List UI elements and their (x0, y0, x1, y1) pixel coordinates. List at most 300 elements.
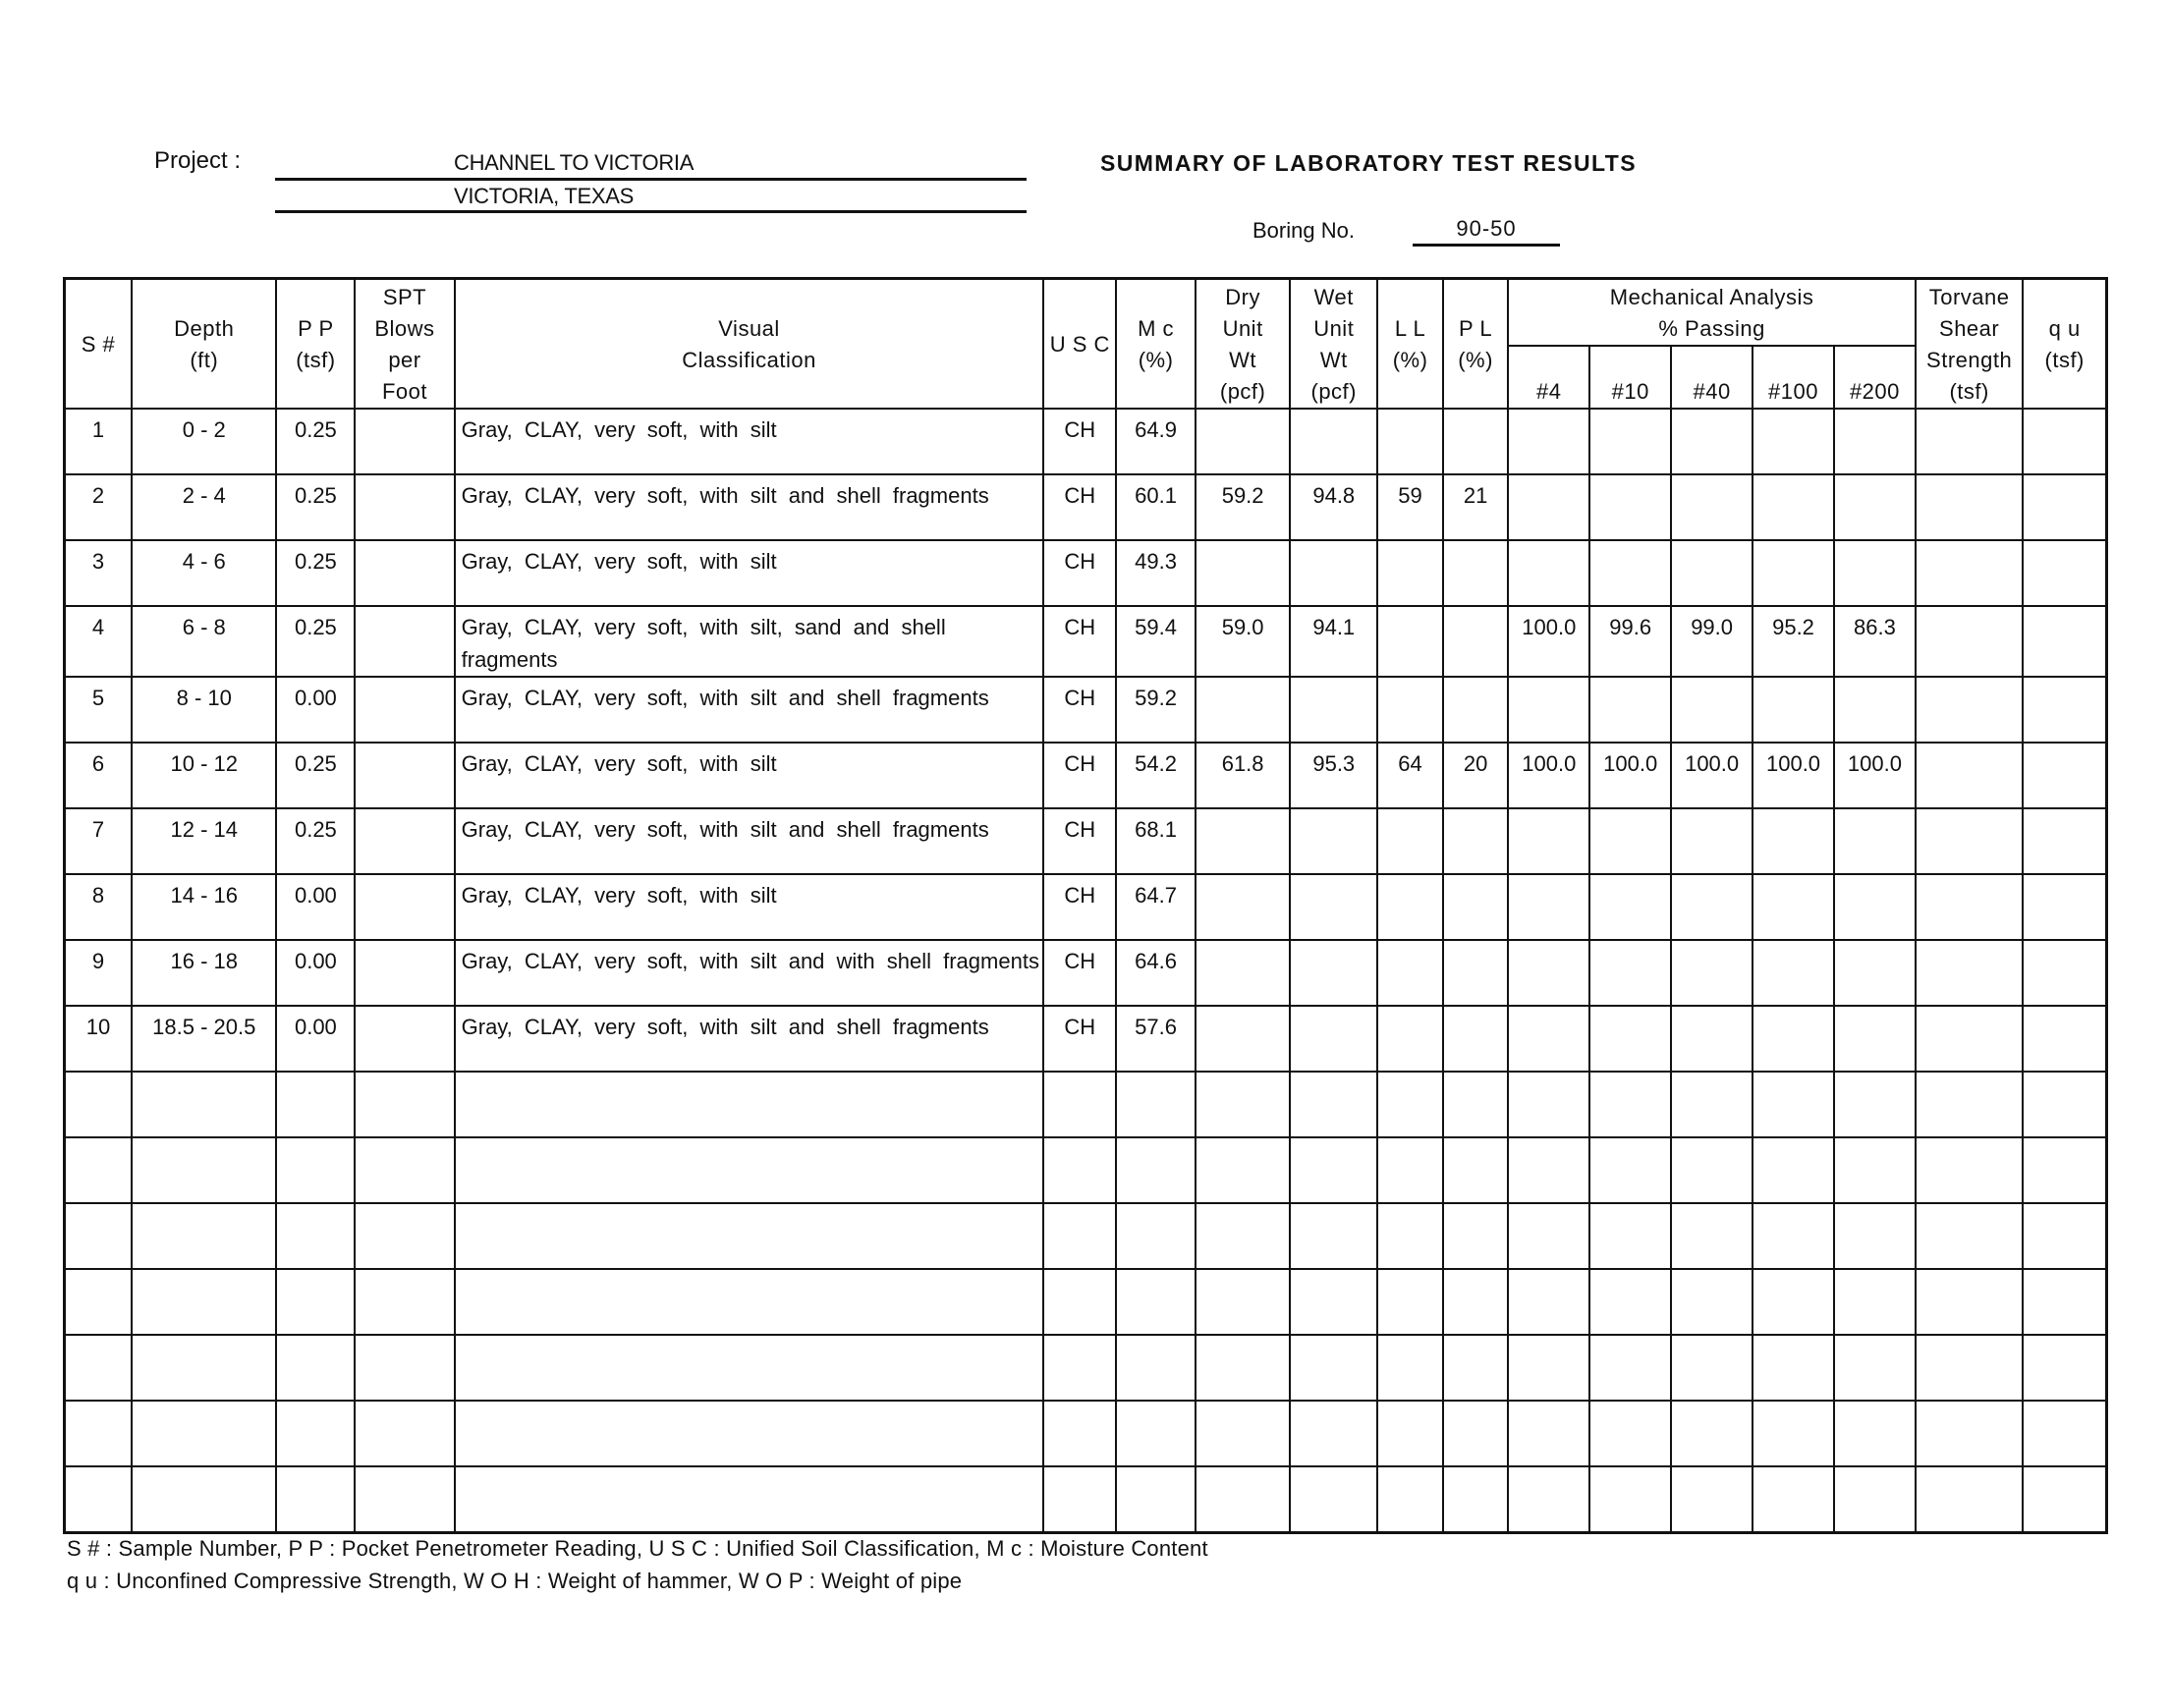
cell-wet: 94.8 (1290, 474, 1377, 540)
cell-qu (2023, 743, 2106, 808)
footnote-1: S # : Sample Number, P P : Pocket Penetrometer Reading, U S C : Unified Soil Classification, M c : Moisture Content (67, 1536, 1208, 1561)
header-spt: SPT Blows per Foot (355, 279, 454, 410)
empty-cell (1671, 1203, 1753, 1269)
cell-ll (1377, 409, 1443, 474)
empty-cell (65, 1203, 133, 1269)
cell-s100 (1753, 540, 1834, 606)
empty-cell (1290, 1137, 1377, 1203)
cell-depth: 8 - 10 (132, 677, 276, 743)
empty-cell (455, 1203, 1044, 1269)
empty-cell (1753, 1203, 1834, 1269)
cell-s200 (1834, 474, 1916, 540)
lab-results-table (63, 277, 2108, 1534)
project-line-2 (275, 185, 1027, 213)
empty-cell (1377, 1072, 1443, 1137)
cell-s4 (1508, 1006, 1589, 1072)
cell-s10 (1589, 677, 1671, 743)
header-wet-unit-wt: Wet Unit Wt (pcf) (1290, 279, 1377, 410)
empty-cell (1377, 1335, 1443, 1401)
empty-cell (2023, 1137, 2106, 1203)
cell-ll: 64 (1377, 743, 1443, 808)
cell-s10 (1589, 1006, 1671, 1072)
cell-tv (1916, 677, 2024, 743)
cell-pp: 0.00 (276, 874, 355, 940)
empty-cell (1508, 1269, 1589, 1335)
cell-s100 (1753, 677, 1834, 743)
cell-s10 (1589, 940, 1671, 1006)
cell-mc: 64.9 (1116, 409, 1196, 474)
empty-cell (1589, 1203, 1671, 1269)
cell-s: 3 (65, 540, 133, 606)
empty-cell (276, 1466, 355, 1532)
empty-cell (1443, 1335, 1509, 1401)
cell-s200 (1834, 677, 1916, 743)
cell-pp: 0.25 (276, 540, 355, 606)
empty-cell (1916, 1466, 2024, 1532)
empty-cell (355, 1137, 454, 1203)
cell-s: 8 (65, 874, 133, 940)
cell-s10 (1589, 540, 1671, 606)
empty-cell (65, 1335, 133, 1401)
cell-qu (2023, 409, 2106, 474)
cell-tv (1916, 540, 2024, 606)
cell-spt (355, 409, 454, 474)
cell-pl (1443, 940, 1509, 1006)
cell-depth: 10 - 12 (132, 743, 276, 808)
empty-cell (2023, 1466, 2106, 1532)
cell-pp: 0.25 (276, 743, 355, 808)
project-location: VICTORIA, TEXAS (454, 184, 634, 208)
cell-s40 (1671, 540, 1753, 606)
empty-cell (132, 1072, 276, 1137)
cell-ll (1377, 808, 1443, 874)
header-s-no: S # (65, 279, 133, 410)
empty-cell (1916, 1269, 2024, 1335)
cell-qu (2023, 606, 2106, 677)
empty-cell (1043, 1335, 1116, 1401)
empty-cell (1443, 1269, 1509, 1335)
cell-ll (1377, 874, 1443, 940)
empty-cell (1043, 1137, 1116, 1203)
empty-cell (1043, 1269, 1116, 1335)
empty-cell (355, 1401, 454, 1466)
cell-spt (355, 677, 454, 743)
cell-dry (1196, 940, 1290, 1006)
empty-cell (455, 1466, 1044, 1532)
empty-cell (1443, 1466, 1509, 1532)
empty-cell (1916, 1203, 2024, 1269)
cell-depth: 4 - 6 (132, 540, 276, 606)
cell-wet (1290, 874, 1377, 940)
cell-cls: Gray, CLAY, very soft, with silt and with shell fragments (455, 940, 1044, 1006)
header-pl: P L (%) (1443, 279, 1509, 410)
cell-pp: 0.25 (276, 409, 355, 474)
cell-pp: 0.00 (276, 677, 355, 743)
cell-dry: 59.0 (1196, 606, 1290, 677)
empty-cell (455, 1072, 1044, 1137)
empty-cell (1443, 1401, 1509, 1466)
empty-cell (1834, 1401, 1916, 1466)
empty-cell (1116, 1203, 1196, 1269)
cell-cls: Gray, CLAY, very soft, with silt (455, 409, 1044, 474)
cell-depth: 2 - 4 (132, 474, 276, 540)
cell-cls: Gray, CLAY, very soft, with silt and shell fragments (455, 1006, 1044, 1072)
cell-cls: Gray, CLAY, very soft, with silt and shell fragments (455, 677, 1044, 743)
empty-cell (1753, 1466, 1834, 1532)
cell-s4 (1508, 940, 1589, 1006)
cell-pp: 0.00 (276, 940, 355, 1006)
cell-s40 (1671, 940, 1753, 1006)
header-sieve-40: #40 (1671, 346, 1753, 409)
empty-cell (1834, 1072, 1916, 1137)
empty-cell (1916, 1401, 2024, 1466)
cell-wet (1290, 808, 1377, 874)
cell-pp: 0.25 (276, 474, 355, 540)
empty-cell (355, 1203, 454, 1269)
boring-number: 90-50 (1413, 216, 1560, 247)
cell-dry: 59.2 (1196, 474, 1290, 540)
cell-mc: 49.3 (1116, 540, 1196, 606)
cell-spt (355, 940, 454, 1006)
cell-s200 (1834, 1006, 1916, 1072)
empty-row (65, 1203, 2107, 1269)
empty-cell (1443, 1137, 1509, 1203)
cell-wet (1290, 540, 1377, 606)
cell-mc: 60.1 (1116, 474, 1196, 540)
empty-cell (1443, 1203, 1509, 1269)
empty-cell (1671, 1466, 1753, 1532)
cell-s: 6 (65, 743, 133, 808)
cell-pp: 0.25 (276, 606, 355, 677)
empty-cell (2023, 1335, 2106, 1401)
empty-cell (1043, 1401, 1116, 1466)
empty-cell (1377, 1269, 1443, 1335)
cell-s10: 99.6 (1589, 606, 1671, 677)
empty-row (65, 1137, 2107, 1203)
cell-s10 (1589, 874, 1671, 940)
cell-pl (1443, 874, 1509, 940)
empty-cell (1589, 1335, 1671, 1401)
cell-s: 1 (65, 409, 133, 474)
empty-cell (1753, 1137, 1834, 1203)
empty-cell (65, 1072, 133, 1137)
empty-cell (1043, 1203, 1116, 1269)
empty-cell (1377, 1466, 1443, 1532)
cell-pl (1443, 677, 1509, 743)
cell-cls: Gray, CLAY, very soft, with silt (455, 743, 1044, 808)
cell-pl: 21 (1443, 474, 1509, 540)
empty-cell (355, 1335, 454, 1401)
empty-cell (1196, 1269, 1290, 1335)
cell-mc: 64.6 (1116, 940, 1196, 1006)
empty-cell (1671, 1335, 1753, 1401)
cell-spt (355, 1006, 454, 1072)
cell-s200 (1834, 808, 1916, 874)
cell-qu (2023, 808, 2106, 874)
cell-s200: 86.3 (1834, 606, 1916, 677)
cell-s40 (1671, 874, 1753, 940)
cell-s: 2 (65, 474, 133, 540)
empty-cell (132, 1137, 276, 1203)
empty-cell (276, 1269, 355, 1335)
empty-cell (1589, 1072, 1671, 1137)
cell-s4 (1508, 409, 1589, 474)
cell-ll (1377, 1006, 1443, 1072)
table-row (65, 808, 2107, 874)
cell-depth: 6 - 8 (132, 606, 276, 677)
cell-mc: 59.4 (1116, 606, 1196, 677)
cell-pl (1443, 606, 1509, 677)
empty-cell (1834, 1269, 1916, 1335)
empty-cell (1116, 1466, 1196, 1532)
cell-ll (1377, 677, 1443, 743)
cell-pl (1443, 540, 1509, 606)
cell-tv (1916, 606, 2024, 677)
cell-ll (1377, 606, 1443, 677)
empty-cell (132, 1466, 276, 1532)
empty-cell (1196, 1335, 1290, 1401)
header-sieve-10: #10 (1589, 346, 1671, 409)
cell-mc: 64.7 (1116, 874, 1196, 940)
project-name: CHANNEL TO VICTORIA (454, 150, 695, 175)
empty-cell (65, 1466, 133, 1532)
empty-cell (276, 1072, 355, 1137)
header-sieve-4: #4 (1508, 346, 1589, 409)
empty-row (65, 1269, 2107, 1335)
empty-cell (1043, 1466, 1116, 1532)
empty-cell (65, 1269, 133, 1335)
cell-s100: 100.0 (1753, 743, 1834, 808)
table-row (65, 409, 2107, 474)
cell-s4 (1508, 540, 1589, 606)
cell-s: 4 (65, 606, 133, 677)
empty-cell (1753, 1401, 1834, 1466)
empty-cell (65, 1401, 133, 1466)
cell-ll: 59 (1377, 474, 1443, 540)
header-usc: U S C (1043, 279, 1116, 410)
empty-cell (1916, 1335, 2024, 1401)
empty-cell (355, 1072, 454, 1137)
cell-depth: 18.5 - 20.5 (132, 1006, 276, 1072)
cell-qu (2023, 540, 2106, 606)
cell-dry (1196, 808, 1290, 874)
empty-cell (1443, 1072, 1509, 1137)
cell-wet: 95.3 (1290, 743, 1377, 808)
cell-usc: CH (1043, 940, 1116, 1006)
cell-usc: CH (1043, 409, 1116, 474)
cell-dry (1196, 540, 1290, 606)
empty-cell (1290, 1203, 1377, 1269)
cell-s40: 99.0 (1671, 606, 1753, 677)
cell-tv (1916, 940, 2024, 1006)
header-dry-unit-wt: Dry Unit Wt (pcf) (1196, 279, 1290, 410)
cell-cls: Gray, CLAY, very soft, with silt (455, 874, 1044, 940)
empty-cell (1834, 1466, 1916, 1532)
cell-mc: 68.1 (1116, 808, 1196, 874)
cell-s4: 100.0 (1508, 743, 1589, 808)
cell-s200 (1834, 540, 1916, 606)
cell-s: 5 (65, 677, 133, 743)
empty-cell (1116, 1137, 1196, 1203)
header-sieve-200: #200 (1834, 346, 1916, 409)
cell-pl: 20 (1443, 743, 1509, 808)
empty-cell (1377, 1401, 1443, 1466)
empty-cell (1377, 1137, 1443, 1203)
cell-tv (1916, 808, 2024, 874)
empty-cell (1377, 1203, 1443, 1269)
header-mechanical-analysis: Mechanical Analysis % Passing (1508, 279, 1916, 347)
table-body (65, 409, 2107, 1532)
table-row (65, 677, 2107, 743)
table-row (65, 743, 2107, 808)
cell-tv (1916, 874, 2024, 940)
header-depth: Depth (ft) (132, 279, 276, 410)
cell-s200: 100.0 (1834, 743, 1916, 808)
header-pp: P P (tsf) (276, 279, 355, 410)
cell-s100: 95.2 (1753, 606, 1834, 677)
cell-s100 (1753, 808, 1834, 874)
empty-cell (132, 1203, 276, 1269)
cell-s200 (1834, 409, 1916, 474)
header-mc: M c (%) (1116, 279, 1196, 410)
empty-cell (2023, 1072, 2106, 1137)
cell-wet (1290, 1006, 1377, 1072)
empty-cell (65, 1137, 133, 1203)
empty-cell (455, 1335, 1044, 1401)
cell-s40 (1671, 1006, 1753, 1072)
empty-cell (1508, 1335, 1589, 1401)
empty-cell (1116, 1335, 1196, 1401)
empty-cell (1116, 1401, 1196, 1466)
cell-tv (1916, 1006, 2024, 1072)
empty-cell (1589, 1466, 1671, 1532)
cell-wet (1290, 409, 1377, 474)
cell-s40 (1671, 677, 1753, 743)
cell-s100 (1753, 1006, 1834, 1072)
empty-cell (276, 1203, 355, 1269)
empty-cell (1671, 1137, 1753, 1203)
cell-s10: 100.0 (1589, 743, 1671, 808)
cell-mc: 54.2 (1116, 743, 1196, 808)
cell-spt (355, 874, 454, 940)
empty-cell (2023, 1203, 2106, 1269)
cell-s100 (1753, 409, 1834, 474)
empty-cell (1196, 1401, 1290, 1466)
cell-pl (1443, 409, 1509, 474)
cell-s40: 100.0 (1671, 743, 1753, 808)
empty-cell (1290, 1072, 1377, 1137)
cell-s4 (1508, 808, 1589, 874)
empty-cell (1196, 1466, 1290, 1532)
cell-tv (1916, 743, 2024, 808)
header-torvane: Torvane Shear Strength (tsf) (1916, 279, 2024, 410)
empty-cell (1916, 1072, 2024, 1137)
cell-pp: 0.00 (276, 1006, 355, 1072)
empty-cell (132, 1401, 276, 1466)
empty-cell (1671, 1401, 1753, 1466)
cell-dry: 61.8 (1196, 743, 1290, 808)
cell-s10 (1589, 409, 1671, 474)
empty-cell (2023, 1401, 2106, 1466)
cell-mc: 59.2 (1116, 677, 1196, 743)
cell-ll (1377, 540, 1443, 606)
header-sieve-100: #100 (1753, 346, 1834, 409)
empty-cell (1116, 1072, 1196, 1137)
empty-cell (1196, 1072, 1290, 1137)
cell-dry (1196, 1006, 1290, 1072)
empty-cell (1834, 1203, 1916, 1269)
empty-cell (1508, 1072, 1589, 1137)
cell-usc: CH (1043, 606, 1116, 677)
report-title: SUMMARY OF LABORATORY TEST RESULTS (1100, 150, 1637, 176)
cell-s4 (1508, 677, 1589, 743)
cell-s4 (1508, 874, 1589, 940)
cell-cls: Gray, CLAY, very soft, with silt (455, 540, 1044, 606)
cell-usc: CH (1043, 677, 1116, 743)
cell-s40 (1671, 808, 1753, 874)
empty-cell (1589, 1401, 1671, 1466)
table-row (65, 540, 2107, 606)
empty-cell (1290, 1335, 1377, 1401)
empty-cell (276, 1137, 355, 1203)
empty-cell (1290, 1466, 1377, 1532)
empty-cell (132, 1269, 276, 1335)
cell-tv (1916, 409, 2024, 474)
table-row (65, 606, 2107, 677)
empty-cell (1508, 1203, 1589, 1269)
header-qu: q u (tsf) (2023, 279, 2106, 410)
empty-row (65, 1072, 2107, 1137)
cell-dry (1196, 409, 1290, 474)
cell-qu (2023, 677, 2106, 743)
table-row (65, 1006, 2107, 1072)
cell-wet (1290, 940, 1377, 1006)
cell-s40 (1671, 474, 1753, 540)
cell-s: 9 (65, 940, 133, 1006)
cell-s4 (1508, 474, 1589, 540)
empty-cell (1196, 1137, 1290, 1203)
cell-s200 (1834, 874, 1916, 940)
cell-s: 7 (65, 808, 133, 874)
cell-mc: 57.6 (1116, 1006, 1196, 1072)
cell-cls: Gray, CLAY, very soft, with silt and shell fragments (455, 808, 1044, 874)
cell-qu (2023, 474, 2106, 540)
empty-cell (1671, 1269, 1753, 1335)
empty-cell (1043, 1072, 1116, 1137)
cell-s200 (1834, 940, 1916, 1006)
cell-s40 (1671, 409, 1753, 474)
cell-wet (1290, 677, 1377, 743)
cell-qu (2023, 874, 2106, 940)
cell-dry (1196, 677, 1290, 743)
empty-cell (1834, 1137, 1916, 1203)
empty-cell (1834, 1335, 1916, 1401)
cell-cls: Gray, CLAY, very soft, with silt and shell fragments (455, 474, 1044, 540)
empty-cell (1589, 1269, 1671, 1335)
cell-usc: CH (1043, 474, 1116, 540)
empty-cell (1753, 1072, 1834, 1137)
cell-s10 (1589, 808, 1671, 874)
cell-s100 (1753, 474, 1834, 540)
cell-s10 (1589, 474, 1671, 540)
empty-cell (1290, 1401, 1377, 1466)
empty-cell (355, 1466, 454, 1532)
cell-spt (355, 743, 454, 808)
cell-cls: Gray, CLAY, very soft, with silt, sand and shell fragments (455, 606, 1044, 677)
cell-s: 10 (65, 1006, 133, 1072)
empty-cell (1671, 1072, 1753, 1137)
empty-cell (276, 1401, 355, 1466)
